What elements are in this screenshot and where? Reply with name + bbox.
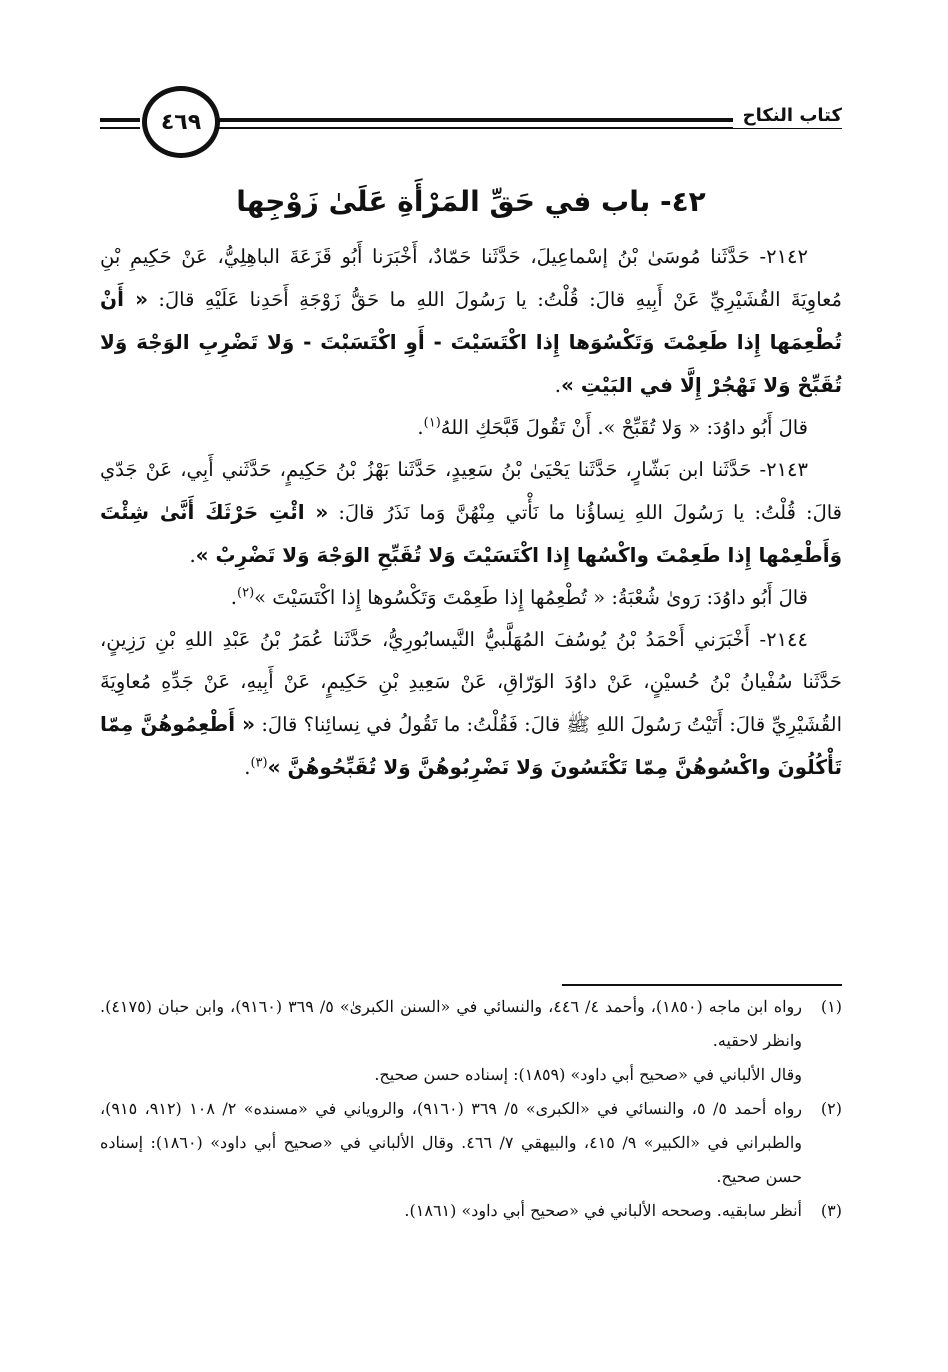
book-title: كتاب النكاح [733, 104, 842, 128]
hadith-2142-end: . [554, 374, 561, 397]
footnote-1-extra: وقال الألباني في «صحيح أبي داود» (١٨٥٩): إسناده حسن صحيح. [374, 1065, 802, 1084]
comment-end: . [417, 416, 424, 439]
hadith-2142-isnad: ٢١٤٢- حَدَّثَنا مُوسَىٰ بْنُ إسْماعِيلَ، حَدَّثَنا حَمّادٌ، أَخْبَرَنا أَبُو قَزَعَةَ الباهِلِيُّ، عَنْ حَكِيمِ بْنِ مُعاوِيَةَ القُشَيْرِيِّ عَنْ أَبِيهِ قالَ: قُلْتُ: يا رَسُولَ اللهِ ما حَقُّ زَوْجَةِ أَحَدِنا عَلَيْهِ قالَ: [100, 245, 842, 311]
comment-end: . [230, 586, 237, 609]
hadith-2142-comment [100, 407, 842, 449]
hadith-2144 [100, 619, 842, 789]
footnote-text: أنظر سابقيه. وصححه الألباني في «صحيح أبي داود» (١٨٦١). [404, 1201, 802, 1220]
hadith-2144-isnad: ٢١٤٤- أَخْبَرَني أَحْمَدُ بْنُ يُوسُفَ المُهَلَّبيُّ النَّيسابُورِيُّ، حَدَّثَنا عُمَرُ بْنُ عَبْدِ اللهِ بْنِ رَزِينٍ، حَدَّثَنا سُفْيانُ بْنُ حُسيْنٍ، عَنْ داوُدَ الوَرّاقِ، عَنْ سَعِيدِ بْنِ حَكِيمٍ، عَنْ أَبِيهِ، عَنْ جَدِّهِ مُعاوِيَةَ القُشَيْرِيِّ قالَ: أَتَيْتُ رَسُولَ اللهِ ﷺ قالَ: فَقُلْتُ: ما تَقُولُ في نِسائِنا؟ قالَ: [100, 628, 842, 736]
header-rule-left [100, 118, 140, 132]
footnote-ref-2[interactable]: (٢) [237, 585, 255, 601]
footnote-text: رواه أحمد ٥/ ٥، والنسائي في «الكبرى» ٥/ ٣٦٩ (٩١٦٠)، والروياني في «مسنده» ٢/ ١٠٨ (٩١٢، ٩١٥)، والطبراني في «الكبير» ٩/ ٤١٥، والبيهقي ٧/ ٤٦٦. وقال الألباني في «صحيح أبي داود» (١٨٦٠): إسناده حسن صحيح. [100, 1099, 803, 1186]
hadith-2144-end: . [244, 756, 251, 779]
footnote-ref-1[interactable]: (١) [423, 415, 441, 431]
running-header [100, 84, 842, 168]
footnote-1 [100, 990, 842, 1058]
footnote-2 [100, 1092, 842, 1194]
hadith-2143-matn: « ائْتِ حَرْثَكَ أَنَّىٰ شِئْتَ وَأَطْعِمْها إِذا طَعِمْتَ واكْسُها إِذا اكْتَسَيْتَ وَلا تُقَبِّحِ الوَجْهَ وَلا تَضْرِبْ » [100, 500, 842, 567]
chapter-title: ٤٢- باب في حَقِّ المَرْأَةِ عَلَىٰ زَوْجِها [236, 185, 706, 218]
footnote-number: (٢) [820, 1099, 842, 1118]
page-number-circle [142, 86, 220, 158]
comment-text: قالَ أَبُو داوُدَ: « وَلا تُقَبِّحْ ». أَنْ تَقُولَ قَبَّحَكِ اللهُ [440, 416, 808, 439]
footnote-number: (١) [820, 997, 842, 1016]
hadith-2142 [100, 236, 842, 407]
main-text [100, 236, 842, 789]
page-number: ٤٦٩ [160, 109, 202, 135]
hadith-2144-matn: « أَطْعِمُوهُنَّ مِمّا تَأْكُلُونَ واكْسُوهُنَّ مِمّا تَكْتَسُونَ وَلا تَضْرِبُوهُنَّ وَلا تُقَبِّحُوهُنَّ » [100, 712, 842, 779]
hadith-2143-comment [100, 577, 842, 619]
hadith-2143-end: . [189, 544, 196, 567]
hadith-2143-isnad: ٢١٤٣- حَدَّثَنا ابن بَشّارٍ، حَدَّثَنا يَحْيَىٰ بْنُ سَعِيدٍ، حَدَّثَنا بَهْزُ بْنُ حَكِيمٍ، حَدَّثَني أَبِي، عَنْ جَدّي قالَ: قُلْتُ: يا رَسُولَ اللهِ نِساؤُنا ما نَأْتي مِنْهُنَّ وَما نَذَرُ قالَ: [100, 458, 842, 524]
hadith-2142-matn: « أَنْ تُطْعِمَها إِذا طَعِمْتَ وَتَكْسُوَها إِذا اكْتَسَيْتَ - أَوِ اكْتَسَبْتَ - وَلا تَضْرِبِ الوَجْهَ وَلا تُقَبِّحْ وَلا تَهْجُرْ إِلَّا في البَيْتِ » [100, 287, 842, 397]
footnote-separator [562, 984, 842, 986]
footnote-text: رواه ابن ماجه (١٨٥٠)، وأحمد ٤/ ٤٤٦، والنسائي في «السنن الكبرىٰ» ٥/ ٣٦٩ (٩١٦٠)، وابن حبان (٤١٧٥). وانظر لاحقيه. [100, 997, 803, 1050]
footnote-3 [100, 1194, 842, 1228]
hadith-2143 [100, 449, 842, 577]
footnote-ref-3[interactable]: (٣) [250, 755, 268, 771]
comment-text: قالَ أَبُو داوُدَ: رَوىٰ شُعْبَةُ: « تُطْعِمُها إِذا طَعِمْتَ وَتَكْسُوها إِذا اكْتَسَيْتَ » [254, 586, 808, 609]
footnote-number: (٣) [820, 1201, 842, 1220]
footnotes [100, 990, 842, 1228]
